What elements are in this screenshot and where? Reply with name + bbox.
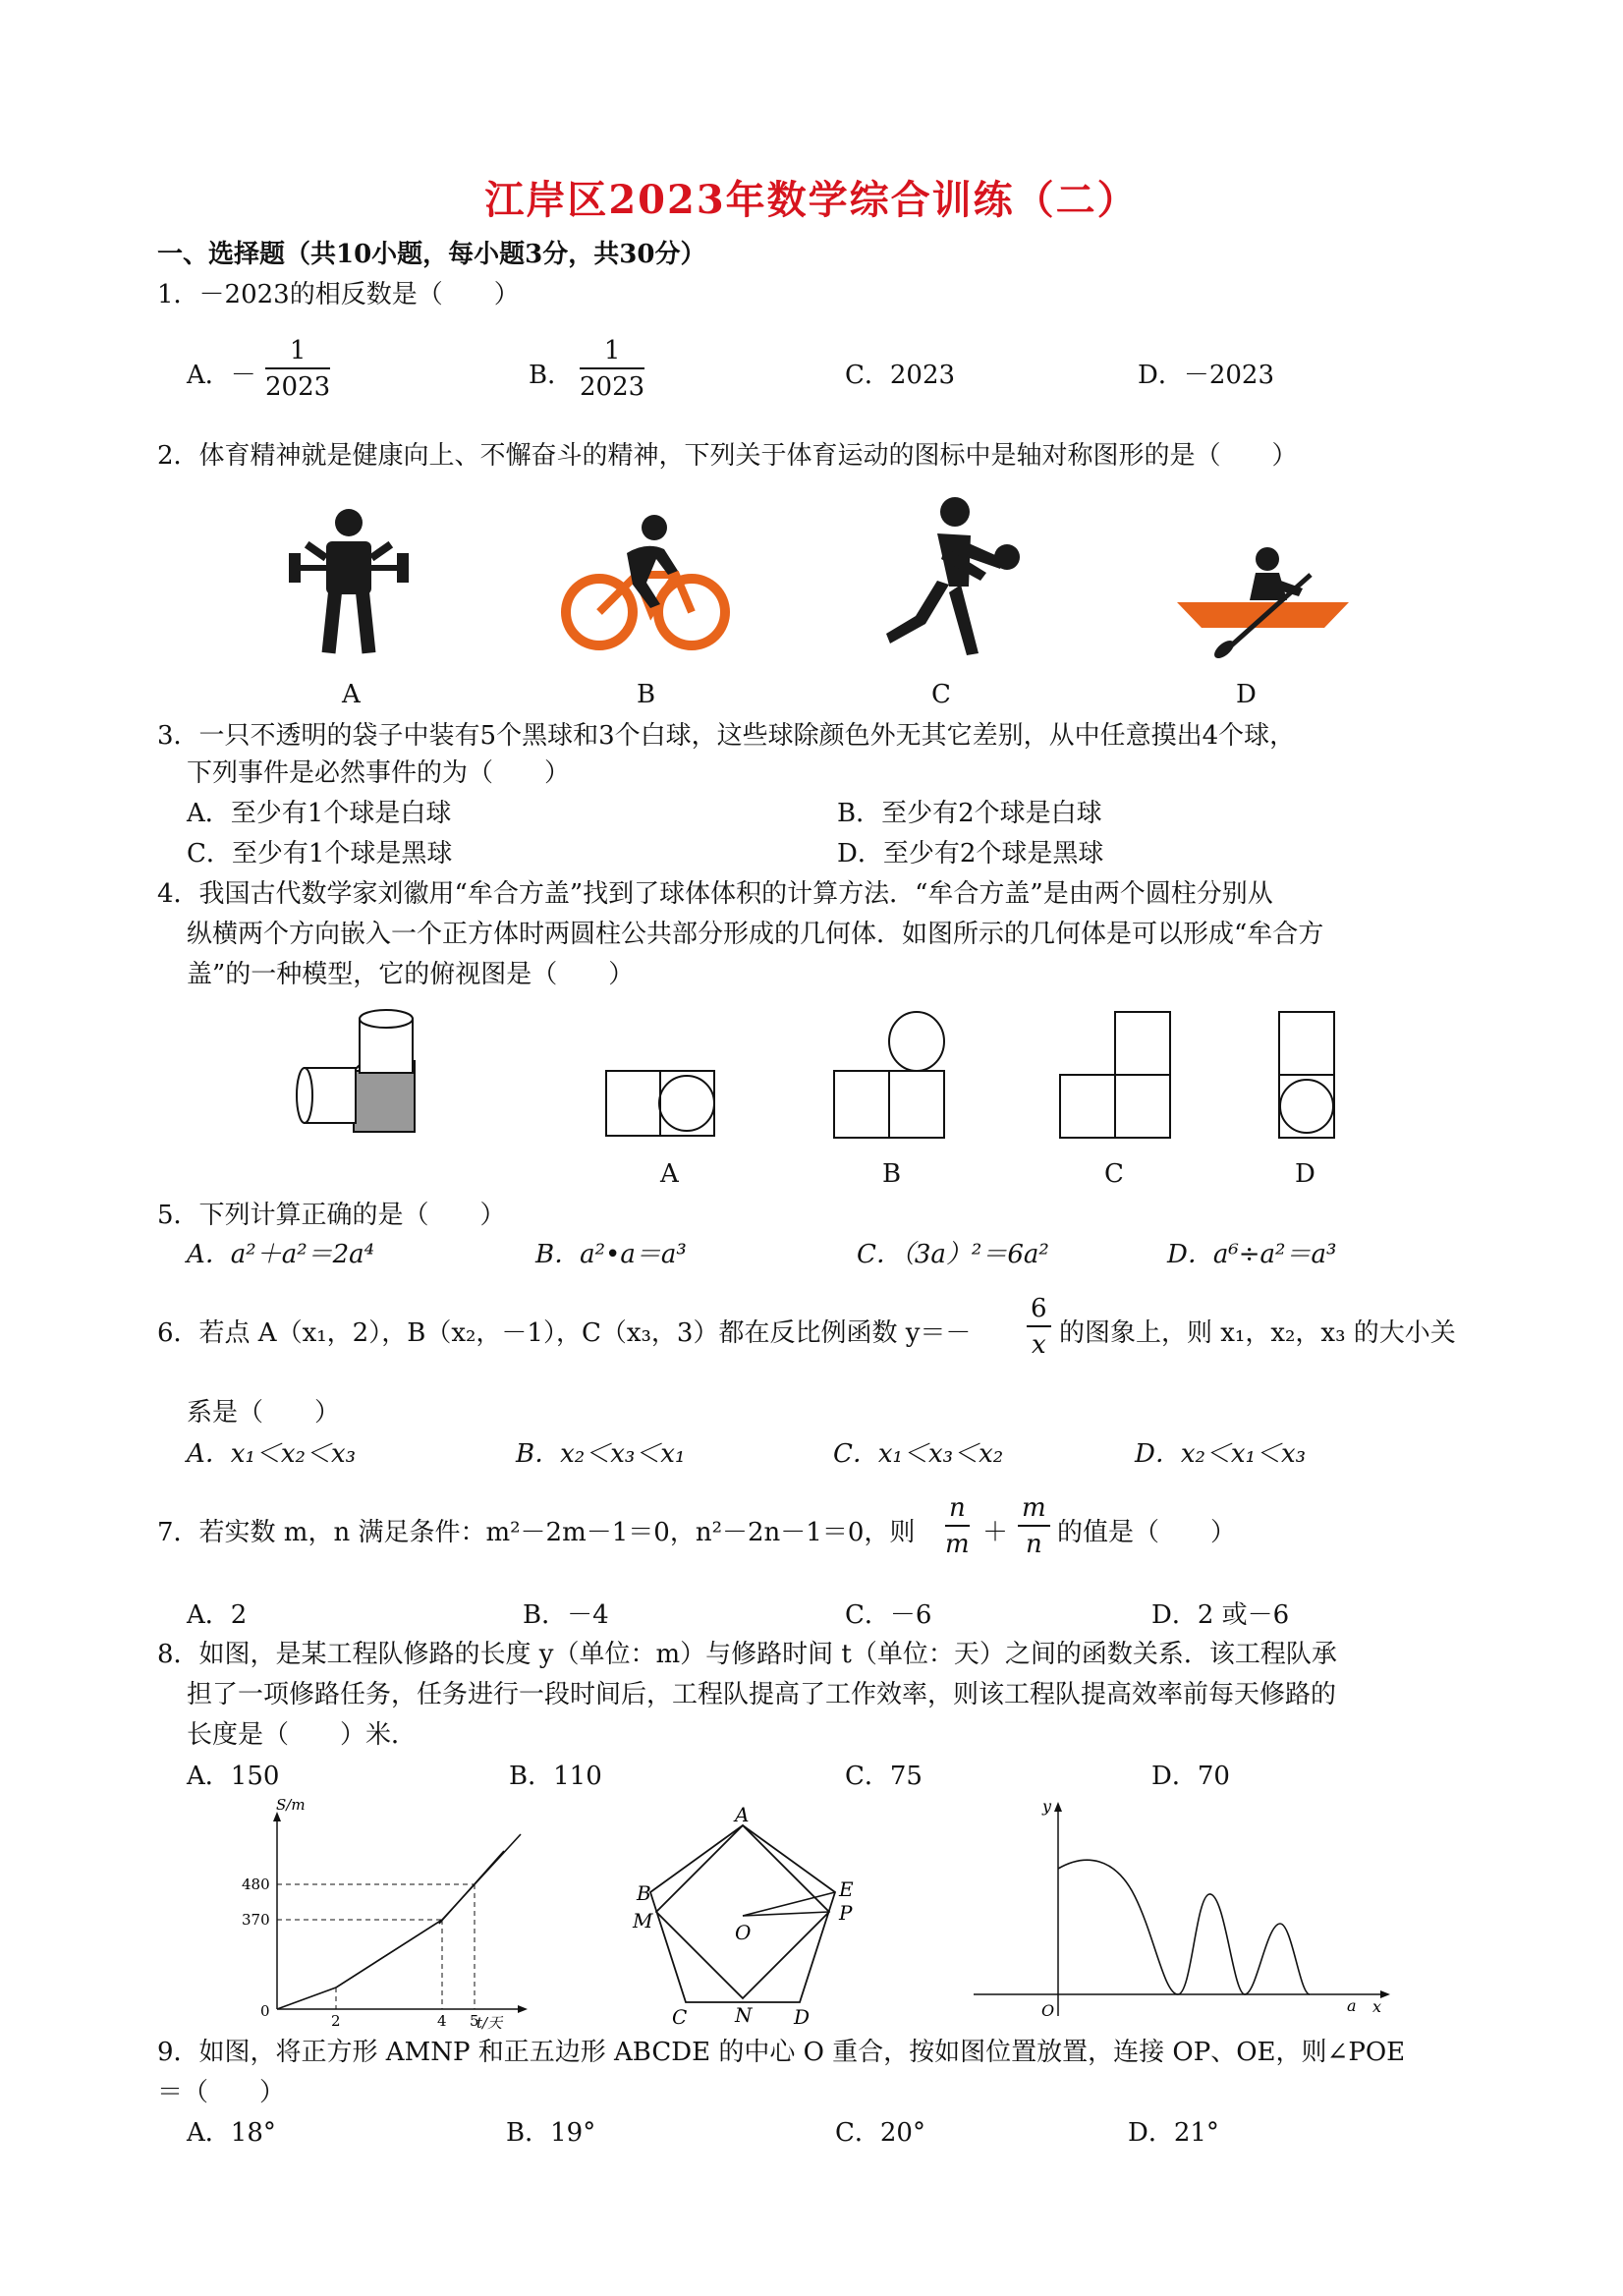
q8-option-b: B．110 xyxy=(509,1762,602,1791)
q6-stem-post: 的图象上，则 x₁，x₂，x₃ 的大小关 xyxy=(1059,1318,1456,1348)
q7-f1-denominator: m xyxy=(945,1530,970,1559)
pentagon-label-d: D xyxy=(794,2005,811,2029)
q2-label-a: A xyxy=(342,680,361,709)
section-heading: 一、选择题（共10小题，每小题3分，共30分） xyxy=(157,240,706,269)
top-view-option-c xyxy=(1056,1010,1174,1143)
q7-fraction-n-over-m xyxy=(945,1491,970,1562)
q9-line1: 9．如图，将正方形 AMNP 和正五边形 ABCDE 的中心 O 重合，按如图位置放置，连接 OP、OE，则∠POE xyxy=(157,2038,1406,2067)
q7-f1-numerator: n xyxy=(945,1491,970,1527)
q4-line3: 盖”的一种模型，它的俯视图是（ ） xyxy=(187,960,635,989)
q5-option-d: D．a⁶÷a²＝a³ xyxy=(1167,1240,1337,1269)
q6-option-b: B．x₂＜x₃＜x₁ xyxy=(516,1439,686,1469)
graph1-x-tick-5: 5 xyxy=(470,2012,479,2030)
q6-numerator: 6 xyxy=(1027,1292,1051,1327)
q5-option-b: B．a²•a＝a³ xyxy=(535,1240,687,1269)
q7-stem-pre: 7．若实数 m，n 满足条件：m²－2m－1＝0，n²－2n－1＝0，则 xyxy=(157,1518,916,1547)
q4-label-c: C xyxy=(1104,1159,1124,1189)
q6-stem-pre: 6．若点 A（x₁，2），B（x₂，－1），C（x₃，3）都在反比例函数 y＝－ xyxy=(157,1318,972,1348)
q8-line1: 8．如图，是某工程队修路的长度 y（单位：m）与修路时间 t（单位：天）之间的函数关系．该工程队承 xyxy=(157,1640,1337,1669)
q3-option-a: A．至少有1个球是白球 xyxy=(187,799,452,828)
q7-fraction-m-over-n xyxy=(1018,1491,1050,1562)
top-view-option-d xyxy=(1277,1010,1338,1143)
q2-label-c: C xyxy=(931,680,951,709)
q3-line1: 3．一只不透明的袋子中装有5个黑球和3个白球，这些球除颜色外无其它差别，从中任意摸出4个球， xyxy=(157,721,1296,751)
weightlifter-icon xyxy=(285,506,413,658)
graph3-origin: O xyxy=(1041,2001,1055,2020)
q1-a-numerator: 1 xyxy=(265,334,330,369)
graph3-x-axis-label: x xyxy=(1372,1997,1382,2016)
q8-line2: 担了一项修路任务，任务进行一段时间后，工程队提高了工作效率，则该工程队提高效率前每天修路的 xyxy=(187,1680,1337,1709)
pentagon-label-b: B xyxy=(637,1881,651,1905)
graph1-y-axis-label: S/m xyxy=(276,1796,306,1814)
q4-label-d: D xyxy=(1295,1159,1315,1189)
graph1-x-tick-4: 4 xyxy=(437,2012,447,2030)
q1-option-d: D．－2023 xyxy=(1138,361,1275,390)
pentagon-label-p: P xyxy=(839,1901,853,1925)
q7-f2-denominator: n xyxy=(1025,1530,1042,1559)
q7-f2-numerator: m xyxy=(1018,1491,1050,1527)
q7-option-b: B．－4 xyxy=(523,1600,609,1630)
q4-line1: 4．我国古代数学家刘徽用“牟合方盖”找到了球体体积的计算方法．“牟合方盖”是由两个圆柱分别从 xyxy=(157,879,1273,909)
q4-label-b: B xyxy=(882,1159,902,1189)
q8-option-c: C．75 xyxy=(845,1762,923,1791)
q1-option-b-fraction xyxy=(580,334,644,405)
pentagon-square-figure xyxy=(617,1803,863,2042)
q7-option-c: C．－6 xyxy=(845,1600,932,1630)
pentagon-label-o: O xyxy=(735,1921,752,1944)
q9-option-d: D．21° xyxy=(1128,2118,1219,2148)
pentagon-label-m: M xyxy=(633,1909,653,1932)
q5-option-c: C．（3a）²＝6a² xyxy=(857,1240,1049,1269)
q3-line2: 下列事件是必然事件的为（ ） xyxy=(187,758,571,788)
graph1-y-tick-370: 370 xyxy=(242,1911,270,1929)
q6-fraction xyxy=(1027,1292,1051,1363)
q1-stem: 1．－2023的相反数是（ ） xyxy=(157,280,520,309)
q9-option-c: C．20° xyxy=(835,2118,925,2148)
q7-stem-post: 的值是（ ） xyxy=(1057,1518,1237,1547)
q1-option-c: C．2023 xyxy=(845,361,956,390)
top-view-option-b xyxy=(830,1010,948,1143)
road-length-graph xyxy=(242,1796,535,2032)
q3-option-d: D．至少有2个球是黑球 xyxy=(837,839,1104,868)
pentagon-label-n: N xyxy=(735,2003,753,2027)
q9-line2: ＝（ ） xyxy=(157,2078,286,2107)
q9-option-a: A．18° xyxy=(187,2118,276,2148)
q6-option-a: A．x₁＜x₂＜x₃ xyxy=(187,1439,357,1469)
q7-option-a: A．2 xyxy=(187,1600,248,1630)
graph3-y-axis-label: y xyxy=(1042,1797,1052,1816)
q2-label-d: D xyxy=(1236,680,1257,709)
q5-stem: 5．下列计算正确的是（ ） xyxy=(157,1201,506,1230)
q9-option-b: B．19° xyxy=(506,2118,596,2148)
q1-b-denominator: 2023 xyxy=(580,372,645,402)
q4-label-a: A xyxy=(660,1159,679,1189)
top-view-option-a xyxy=(604,1069,717,1140)
q8-option-d: D．70 xyxy=(1151,1762,1230,1791)
q1-b-numerator: 1 xyxy=(580,334,644,369)
q8-option-a: A．150 xyxy=(187,1762,280,1791)
q5-option-a: A．a²＋a²＝2a⁴ xyxy=(187,1240,375,1269)
q6-option-d: D．x₂＜x₁＜x₃ xyxy=(1135,1439,1307,1469)
pentagon-label-a: A xyxy=(735,1803,750,1826)
q7-option-d: D．2 或－6 xyxy=(1151,1600,1290,1630)
cyclist-icon xyxy=(558,506,735,653)
q3-option-b: B．至少有2个球是白球 xyxy=(837,799,1102,828)
rowing-icon xyxy=(1177,545,1349,658)
graph1-y-tick-480: 480 xyxy=(242,1876,270,1893)
graph3-x-mark: a xyxy=(1347,1996,1357,2015)
wave-curve-graph xyxy=(968,1798,1390,2024)
q4-line2: 纵横两个方向嵌入一个正方体时两圆柱公共部分形成的几何体．如图所示的几何体是可以形成“牟合方 xyxy=(187,920,1324,949)
q6-denominator: x xyxy=(1031,1330,1046,1360)
graph1-x-tick-2: 2 xyxy=(331,2012,341,2030)
graph1-origin: 0 xyxy=(260,2002,270,2020)
q6-line2: 系是（ ） xyxy=(187,1398,341,1428)
page-title: 江岸区2023年数学综合训练（二） xyxy=(484,177,1139,223)
q8-line3: 长度是（ ）米． xyxy=(187,1720,418,1750)
q3-option-c: C．至少有1个球是黑球 xyxy=(187,839,453,868)
q1-option-b-prefix: B． xyxy=(529,361,574,390)
q2-stem: 2．体育精神就是健康向上、不懈奋斗的精神，下列关于体育运动的图标中是轴对称图形的是（ ） xyxy=(157,441,1298,471)
volleyball-player-icon xyxy=(876,496,1034,658)
q7-plus: ＋ xyxy=(982,1518,1009,1547)
pentagon-label-e: E xyxy=(839,1877,854,1901)
q1-option-a-prefix: A．－ xyxy=(187,361,256,390)
q6-option-c: C．x₁＜x₃＜x₂ xyxy=(833,1439,1004,1469)
q1-option-a-fraction xyxy=(265,334,330,405)
q1-a-denominator: 2023 xyxy=(265,372,331,402)
pentagon-label-c: C xyxy=(672,2005,688,2029)
solid-model-figure xyxy=(295,1007,422,1145)
q2-label-b: B xyxy=(637,680,656,709)
graph1-x-axis-label: t/天 xyxy=(476,2014,503,2032)
